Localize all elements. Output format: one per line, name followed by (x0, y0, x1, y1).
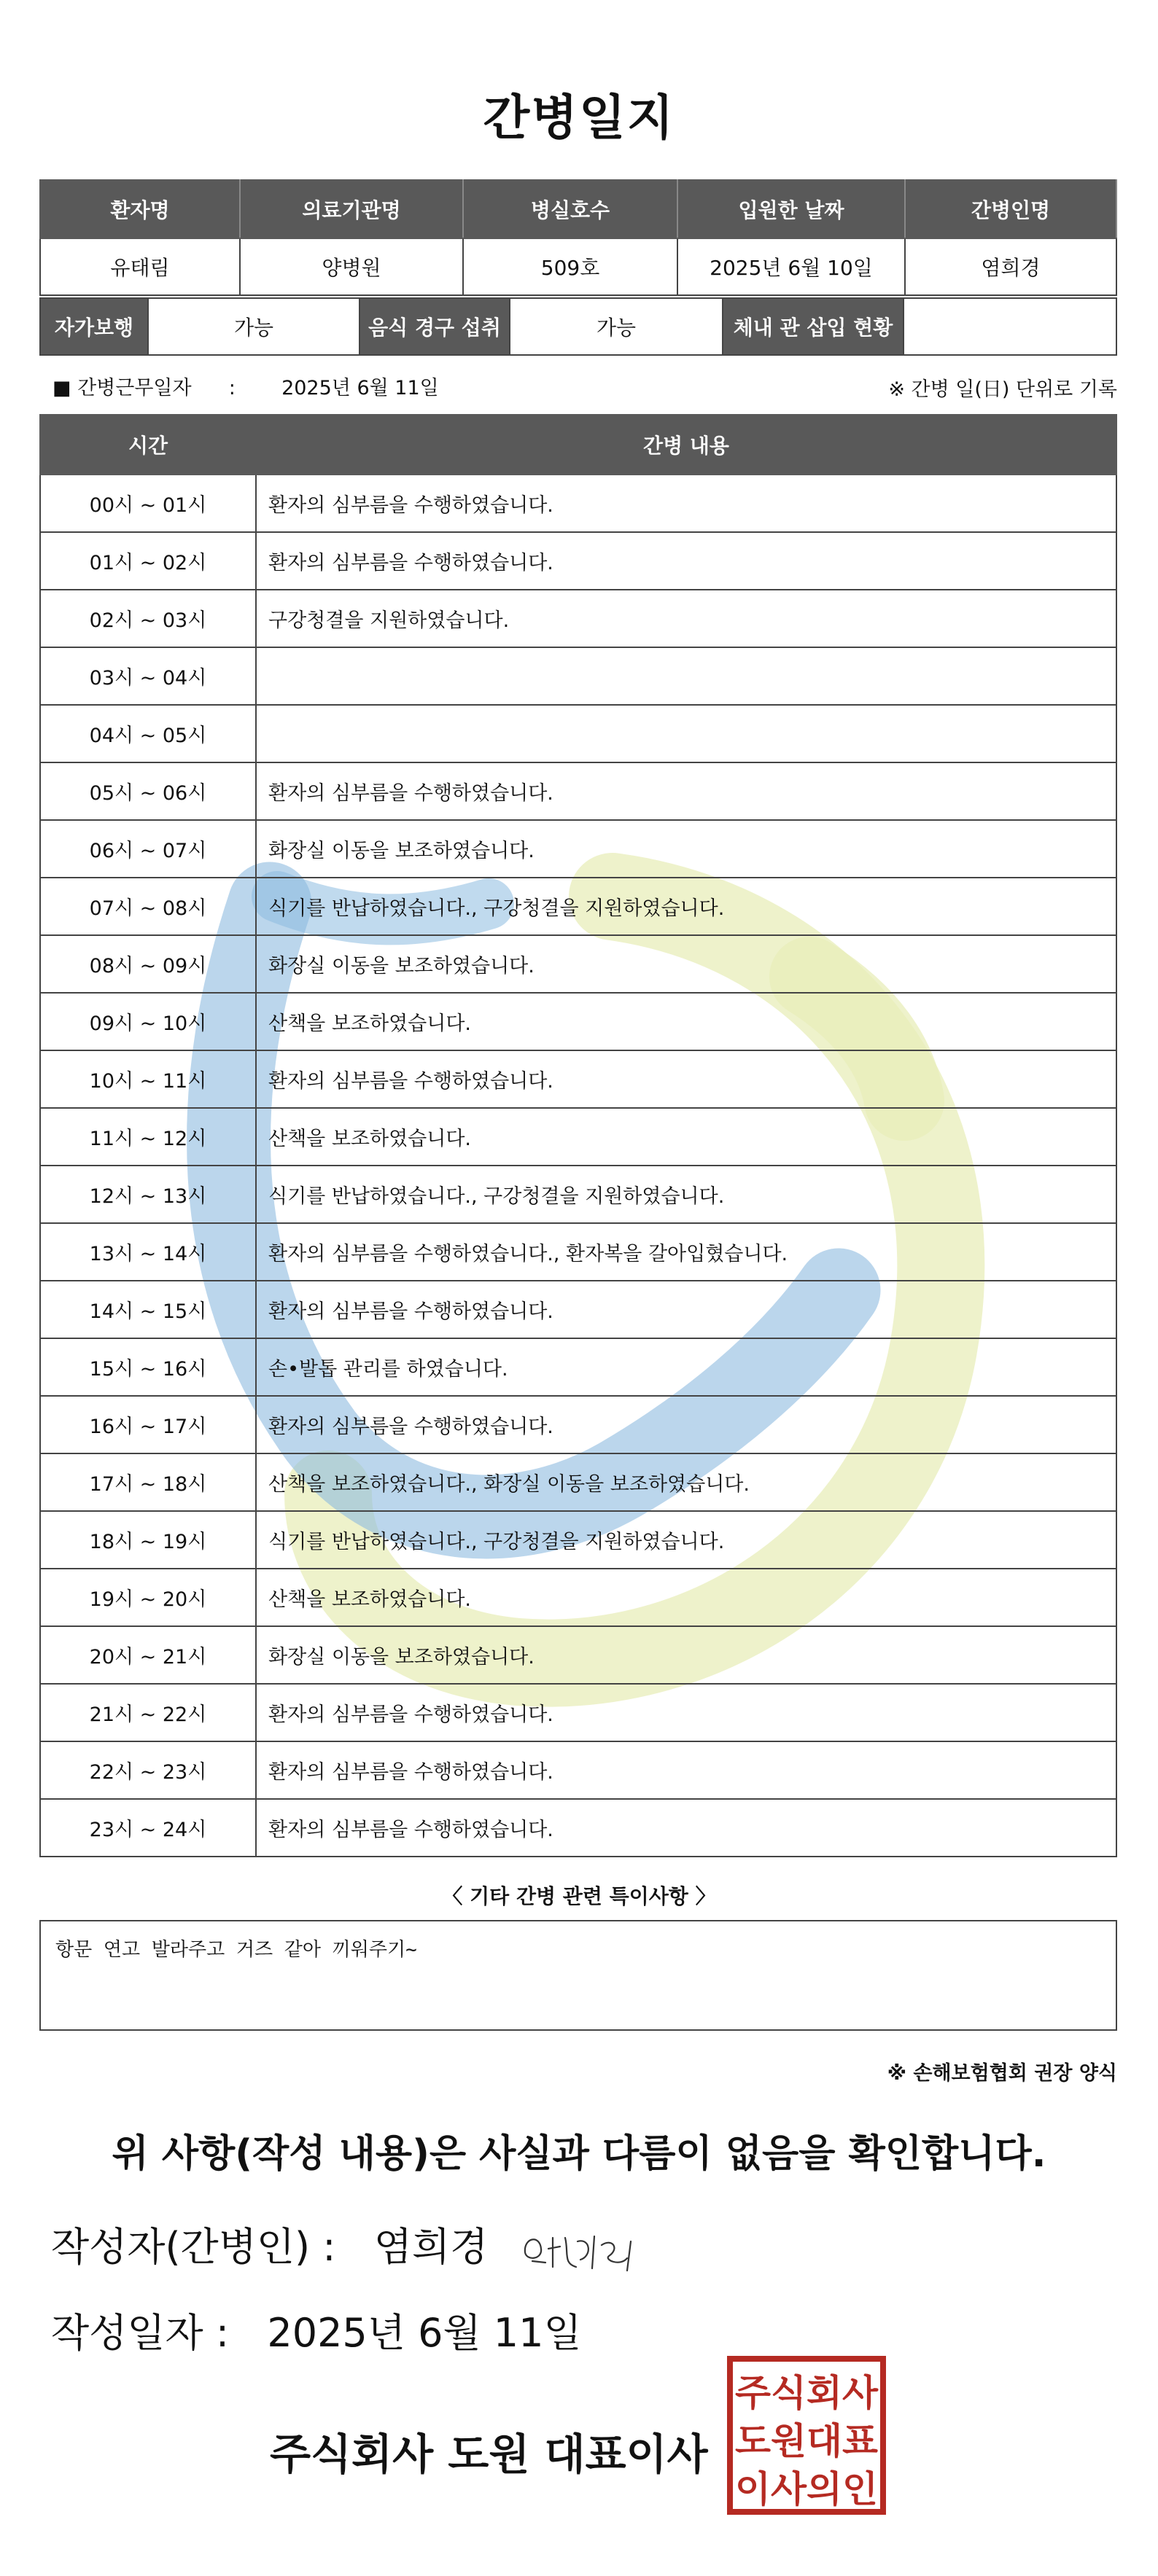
care-content: 환자의 심부름을 수행하였습니다. (256, 1050, 1116, 1108)
work-date-row (53, 372, 439, 400)
time-slot: 16시 ~ 17시 (40, 1396, 256, 1453)
care-content: 식기를 반납하였습니다., 구강청결을 지원하였습니다. (256, 878, 1116, 935)
patient-name: 유태림 (40, 238, 240, 295)
company-representative: 주식회사 도원 대표이사 (270, 2429, 708, 2479)
care-content: 환자의 심부름을 수행하였습니다., 환자복을 갈아입혔습니다. (256, 1223, 1116, 1281)
care-content: 화장실 이동을 보조하였습니다. (256, 935, 1116, 993)
care-content: 환자의 심부름을 수행하였습니다. (256, 1799, 1116, 1857)
time-slot: 12시 ~ 13시 (40, 1166, 256, 1223)
table-row (40, 1338, 1116, 1396)
institution-name: 양병원 (240, 238, 463, 295)
writer-label: 작성자(간병인) : (51, 2224, 336, 2270)
table-row (40, 1511, 1116, 1569)
time-slot: 17시 ~ 18시 (40, 1453, 256, 1511)
time-slot: 00시 ~ 01시 (40, 475, 256, 532)
time-slot: 09시 ~ 10시 (40, 993, 256, 1050)
table-row (40, 475, 1116, 532)
table-row (40, 647, 1116, 705)
time-slot: 21시 ~ 22시 (40, 1684, 256, 1741)
care-content: 환자의 심부름을 수행하였습니다. (256, 1741, 1116, 1799)
table-row (40, 532, 1116, 590)
time-slot: 01시 ~ 02시 (40, 532, 256, 590)
care-content: 환자의 심부름을 수행하였습니다. (256, 532, 1116, 590)
table-row (40, 1626, 1116, 1684)
walk-label: 자가보행 (40, 298, 148, 355)
record-note: ※ 간병 일(日) 단위로 기록 (888, 378, 1117, 401)
work-date-label: ■ 간병근무일자 (53, 377, 192, 399)
care-content: 환자의 심부름을 수행하였습니다. (256, 1684, 1116, 1741)
table-row (40, 1108, 1116, 1166)
care-content: 환자의 심부름을 수행하였습니다. (256, 1396, 1116, 1453)
writer-row (51, 2216, 488, 2272)
care-content: 산책을 보조하였습니다. (256, 1569, 1116, 1626)
table-row (40, 1396, 1116, 1453)
table-row (40, 993, 1116, 1050)
time-slot: 08시 ~ 09시 (40, 935, 256, 993)
table-row (40, 1281, 1116, 1338)
writer-name: 염희경 (373, 2224, 489, 2270)
table-row (40, 878, 1116, 935)
page-title: 간병일지 (483, 90, 675, 146)
care-content: 환자의 심부름을 수행하였습니다. (256, 762, 1116, 820)
care-content: 화장실 이동을 보조하였습니다. (256, 1626, 1116, 1684)
table-row (40, 935, 1116, 993)
caregiver-name: 염희경 (905, 238, 1116, 295)
header-admission-date: 입원한 날짜 (677, 180, 905, 238)
time-slot: 18시 ~ 19시 (40, 1511, 256, 1569)
table-row (40, 762, 1116, 820)
care-content: 식기를 반납하였습니다., 구강청결을 지원하였습니다. (256, 1511, 1116, 1569)
care-content (256, 647, 1116, 705)
time-slot: 15시 ~ 16시 (40, 1338, 256, 1396)
time-slot: 11시 ~ 12시 (40, 1108, 256, 1166)
time-slot: 14시 ~ 15시 (40, 1281, 256, 1338)
company-seal-stamp (726, 2354, 887, 2516)
header-content: 간병 내용 (256, 415, 1116, 475)
work-date-colon: : (228, 377, 236, 399)
signature-image (510, 2216, 656, 2282)
special-notes-box: 항문 연고 발라주고 거즈 같아 끼워주기~ (39, 1920, 1117, 2031)
table-row (40, 1684, 1116, 1741)
written-date-value: 2025년 6월 11일 (267, 2310, 582, 2356)
care-content: 식기를 반납하였습니다., 구강청결을 지원하였습니다. (256, 1166, 1116, 1223)
written-date-label: 작성일자 : (51, 2310, 230, 2356)
seal-text-line: 이사의인 (735, 2468, 878, 2510)
table-row (40, 1569, 1116, 1626)
care-content: 화장실 이동을 보조하였습니다. (256, 820, 1116, 878)
written-date-row (51, 2302, 582, 2358)
walk-value: 가능 (148, 298, 360, 355)
time-slot: 10시 ~ 11시 (40, 1050, 256, 1108)
time-slot: 13시 ~ 14시 (40, 1223, 256, 1281)
seal-text-line: 도원대표 (735, 2420, 879, 2462)
time-slot: 02시 ~ 03시 (40, 590, 256, 647)
care-content: 구강청결을 지원하였습니다. (256, 590, 1116, 647)
work-date-value: 2025년 6월 11일 (281, 377, 439, 399)
table-row (40, 1799, 1116, 1857)
time-slot: 06시 ~ 07시 (40, 820, 256, 878)
time-slot: 05시 ~ 06시 (40, 762, 256, 820)
table-row (40, 1453, 1116, 1511)
oral-intake-label: 음식 경구 섭취 (360, 298, 510, 355)
patient-status-table (39, 297, 1117, 356)
admission-date: 2025년 6월 10일 (677, 238, 905, 295)
form-source-note: ※ 손해보험협회 권장 양식 (887, 2062, 1117, 2085)
care-content: 산책을 보조하였습니다. (256, 1108, 1116, 1166)
time-slot: 03시 ~ 04시 (40, 647, 256, 705)
seal-text-line: 주식회사 (735, 2372, 879, 2414)
care-content: 산책을 보조하였습니다., 화장실 이동을 보조하였습니다. (256, 1453, 1116, 1511)
special-notes-title: 〈 기타 간병 관련 특이사항 〉 (442, 1884, 716, 1908)
confirmation-statement: 위 사항(작성 내용)은 사실과 다름이 없음을 확인합니다. (112, 2132, 1046, 2176)
tube-label: 체내 관 삽입 현황 (723, 298, 904, 355)
care-content: 산책을 보조하였습니다. (256, 993, 1116, 1050)
table-row (40, 820, 1116, 878)
header-patient-name: 환자명 (40, 180, 240, 238)
time-slot: 04시 ~ 05시 (40, 705, 256, 762)
care-content: 환자의 심부름을 수행하였습니다. (256, 475, 1116, 532)
table-row (40, 1741, 1116, 1799)
time-slot: 22시 ~ 23시 (40, 1741, 256, 1799)
header-caregiver: 간병인명 (905, 180, 1116, 238)
time-slot: 07시 ~ 08시 (40, 878, 256, 935)
header-time: 시간 (40, 415, 256, 475)
header-institution: 의료기관명 (240, 180, 463, 238)
table-row (40, 1166, 1116, 1223)
room-number: 509호 (463, 238, 677, 295)
table-row (40, 1050, 1116, 1108)
care-log-table (39, 414, 1117, 1857)
time-slot: 20시 ~ 21시 (40, 1626, 256, 1684)
table-row (40, 590, 1116, 647)
care-content: 손•발톱 관리를 하였습니다. (256, 1338, 1116, 1396)
header-room: 병실호수 (463, 180, 677, 238)
table-row (40, 1223, 1116, 1281)
time-slot: 19시 ~ 20시 (40, 1569, 256, 1626)
patient-info-table (39, 179, 1117, 296)
oral-intake-value: 가능 (510, 298, 723, 355)
table-row (40, 705, 1116, 762)
tube-value (904, 298, 1116, 355)
care-content: 환자의 심부름을 수행하였습니다. (256, 1281, 1116, 1338)
time-slot: 23시 ~ 24시 (40, 1799, 256, 1857)
care-content (256, 705, 1116, 762)
